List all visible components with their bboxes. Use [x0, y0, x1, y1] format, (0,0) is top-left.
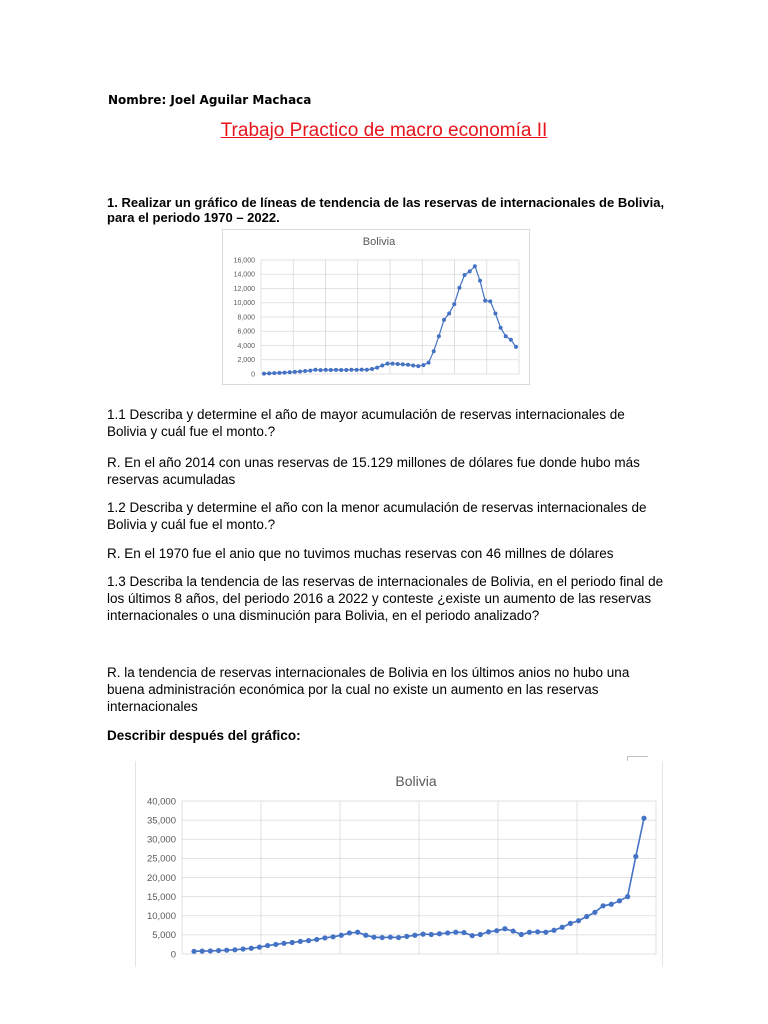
y-tick-label: 20,000 — [146, 872, 176, 884]
data-point — [488, 299, 492, 303]
data-point — [208, 948, 213, 953]
question-1-2: 1.2 Describa y determine el año con la menor acumulación de reservas internacionales de Bolivia y cuál fue el monto.? — [107, 500, 647, 532]
data-point — [303, 369, 307, 373]
data-point — [494, 928, 499, 933]
data-point — [461, 930, 466, 935]
answer-1-2: R. En el 1970 fue el anio que no tuvimos muchas reservas con 46 millnes de dólares — [107, 546, 614, 561]
data-point — [375, 366, 379, 370]
data-point — [437, 931, 442, 936]
section-heading: Describir después del gráfico: — [107, 728, 301, 743]
data-point — [265, 943, 270, 948]
data-point — [272, 371, 276, 375]
data-point — [576, 918, 581, 923]
data-point — [527, 930, 532, 935]
answer-1-3: R. la tendencia de reservas internacionales de Bolivia en los últimos anios no hubo una buena administración económica por la cual no existe un aumento en las reservas internacionales — [107, 665, 630, 714]
y-tick-label: 10,000 — [233, 300, 255, 308]
data-point — [432, 349, 436, 353]
data-point — [306, 938, 311, 943]
data-point — [355, 368, 359, 372]
data-point — [314, 937, 319, 942]
data-point — [499, 326, 503, 330]
data-point — [200, 949, 205, 954]
data-point — [388, 935, 393, 940]
data-point — [641, 816, 646, 821]
data-point — [224, 948, 229, 953]
data-point — [267, 371, 271, 375]
data-point — [478, 932, 483, 937]
data-point — [504, 334, 508, 338]
data-point — [502, 926, 507, 931]
data-point — [406, 363, 410, 367]
question-1-1: 1.1 Describa y determine el año de mayor acumulación de reservas internacionales de Bolivia y cuál fue el monto.? — [107, 407, 625, 439]
data-point — [420, 932, 425, 937]
data-point — [232, 947, 237, 952]
data-point — [592, 910, 597, 915]
data-point — [412, 933, 417, 938]
data-point — [486, 929, 491, 934]
data-point — [370, 367, 374, 371]
data-point — [298, 370, 302, 374]
data-point — [344, 368, 348, 372]
y-tick-label: 4,000 — [237, 342, 255, 350]
data-point — [404, 934, 409, 939]
y-tick-label: 35,000 — [146, 815, 176, 827]
y-tick-label: 6,000 — [237, 328, 255, 336]
data-point — [319, 368, 323, 372]
data-point — [298, 939, 303, 944]
data-point — [191, 949, 196, 954]
data-point — [401, 362, 405, 366]
data-point — [281, 941, 286, 946]
data-point — [470, 933, 475, 938]
data-point — [509, 338, 513, 342]
data-point — [416, 364, 420, 368]
data-point — [543, 930, 548, 935]
data-point — [560, 925, 565, 930]
data-point — [514, 345, 518, 349]
data-point — [330, 934, 335, 939]
data-point — [437, 334, 441, 338]
y-tick-label: 14,000 — [233, 271, 255, 279]
data-point — [453, 930, 458, 935]
data-point — [308, 369, 312, 373]
data-point — [360, 368, 364, 372]
y-tick-label: 5,000 — [152, 930, 176, 942]
data-point — [493, 311, 497, 315]
data-point — [429, 932, 434, 937]
data-point — [535, 929, 540, 934]
data-point — [633, 854, 638, 859]
data-point — [396, 935, 401, 940]
data-point — [262, 372, 266, 376]
document-title: Trabajo Practico de macro economía II — [220, 120, 548, 141]
data-point — [519, 932, 524, 937]
question-1-3: 1.3 Describa la tendencia de las reservas de internacionales de Bolivia, en el periodo final de los últimos 8 años, del periodo 2016 a 2022 y conteste ¿existe un aumento de las reservas internacionales o una disminución para Bolivia, en el periodo analizado? — [107, 574, 664, 623]
data-point — [363, 933, 368, 938]
data-point — [257, 945, 262, 950]
y-tick-label: 8,000 — [237, 314, 255, 322]
data-point — [452, 302, 456, 306]
data-point — [391, 362, 395, 366]
y-tick-label: 16,000 — [233, 257, 255, 265]
data-point — [445, 930, 450, 935]
data-point — [329, 368, 333, 372]
data-point — [551, 928, 556, 933]
chart-title: Bolivia — [362, 236, 396, 248]
data-point — [396, 362, 400, 366]
data-point — [355, 930, 360, 935]
y-tick-label: 15,000 — [146, 891, 176, 903]
data-point — [371, 935, 376, 940]
data-point — [216, 948, 221, 953]
data-point — [380, 935, 385, 940]
data-point — [609, 902, 614, 907]
data-point — [324, 368, 328, 372]
data-point — [365, 368, 369, 372]
data-point — [240, 946, 245, 951]
data-point — [568, 921, 573, 926]
data-point — [483, 299, 487, 303]
data-point — [334, 368, 338, 372]
data-point — [617, 898, 622, 903]
data-point — [468, 269, 472, 273]
data-point — [277, 371, 281, 375]
answer-1-1: R. En el año 2014 con unas reservas de 15.129 millones de dólares fue donde hubo más reservas acumuladas — [107, 455, 640, 487]
data-point — [447, 311, 451, 315]
data-point — [473, 264, 477, 268]
data-point — [273, 942, 278, 947]
data-point — [510, 928, 515, 933]
chart-bolivia-reserves — [222, 229, 530, 385]
chart-title: Bolivia — [395, 773, 437, 789]
question-1: 1. Realizar un gráfico de líneas de tendencia de las reservas de internacionales de Bolivia, para el periodo 1970 – 2022. — [107, 195, 665, 225]
data-point — [290, 940, 295, 945]
author-name: Nombre: Joel Aguilar Machaca — [108, 93, 312, 107]
data-point — [427, 361, 431, 365]
y-tick-label: 30,000 — [146, 834, 176, 846]
data-point — [600, 903, 605, 908]
y-tick-label: 0 — [170, 949, 176, 961]
data-point — [421, 363, 425, 367]
data-point — [283, 371, 287, 375]
data-point — [339, 933, 344, 938]
y-tick-label: 25,000 — [146, 853, 176, 865]
data-point — [411, 363, 415, 367]
data-point — [347, 930, 352, 935]
y-tick-label: 40,000 — [146, 796, 176, 808]
data-point — [313, 368, 317, 372]
y-tick-label: 12,000 — [233, 285, 255, 293]
data-point — [380, 363, 384, 367]
chart-1-svg — [223, 230, 529, 384]
data-point — [339, 368, 343, 372]
data-point — [385, 362, 389, 366]
data-point — [293, 370, 297, 374]
data-point — [478, 279, 482, 283]
data-point — [625, 894, 630, 899]
chart-2-svg — [136, 761, 662, 967]
y-tick-label: 0 — [251, 371, 255, 379]
y-tick-label: 10,000 — [146, 911, 176, 923]
data-point — [457, 286, 461, 290]
data-point — [288, 370, 292, 374]
data-point — [249, 946, 254, 951]
data-point — [584, 914, 589, 919]
data-point — [463, 273, 467, 277]
data-point — [442, 318, 446, 322]
y-tick-label: 2,000 — [237, 357, 255, 365]
data-point — [349, 368, 353, 372]
data-point — [322, 935, 327, 940]
chart-bolivia-reserves-extended — [135, 761, 663, 967]
